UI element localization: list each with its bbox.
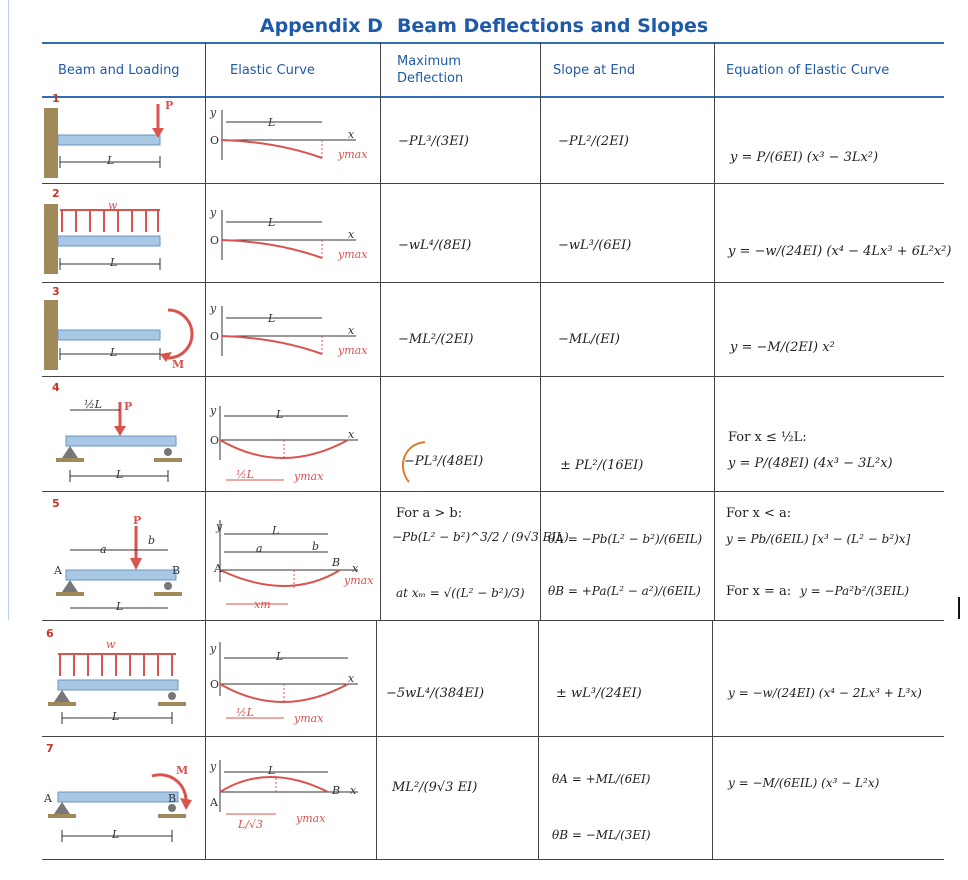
load-label: M — [172, 358, 185, 371]
axis-x-label: x — [352, 562, 359, 575]
max-deflection: ML²/(9√3 EI) — [392, 780, 478, 795]
ymax-label: ymax — [294, 470, 324, 483]
deflection-header-line1: Maximum — [397, 54, 462, 69]
col-divider — [538, 620, 539, 860]
load-label: P — [124, 400, 133, 413]
span-label: L — [268, 216, 276, 229]
ymax-label: ymax — [296, 812, 326, 825]
row-divider — [42, 183, 944, 184]
deflection-header-line2: Deflection — [397, 71, 464, 86]
span-label: L — [268, 312, 276, 325]
origin-label: O — [210, 678, 220, 691]
support-b-label: B — [332, 784, 341, 797]
slope-at-end: ± wL³/(24EI) — [556, 686, 642, 701]
row-number: 1 — [52, 92, 60, 105]
column-header-deflection — [397, 44, 463, 96]
axis-y-label: y — [210, 206, 217, 219]
span-label: L — [268, 764, 276, 777]
axis-y-label: y — [210, 760, 217, 773]
slope-at-a: θA = −Pb(L² − b²)/(6EIL) — [548, 532, 703, 546]
row-number: 7 — [46, 742, 54, 755]
support-a-label: A — [44, 792, 52, 805]
slope-at-end: −PL²/(2EI) — [558, 134, 629, 149]
curve-equation: y = −w/(24EI) (x⁴ − 4Lx³ + 6L²x²) — [728, 244, 952, 259]
row-number: 4 — [52, 381, 60, 394]
ymax-label: ymax — [338, 248, 368, 261]
load-label: w — [108, 199, 118, 212]
axis-y-label: y — [210, 302, 217, 315]
axis-x-label: x — [348, 324, 355, 337]
support-b-label: B — [172, 564, 181, 577]
axis-y-label: y — [216, 520, 223, 533]
row-divider — [42, 282, 944, 283]
beam-diagram-1 — [42, 98, 202, 182]
span-label: L — [116, 468, 124, 481]
segment-a-label: a — [256, 542, 263, 555]
col-divider — [712, 620, 713, 860]
slope-at-b: θB = −ML/(3EI) — [552, 828, 651, 842]
root3-label: L/√3 — [238, 818, 264, 831]
col-divider — [205, 42, 206, 620]
curve-equation: y = Pb/(6EIL) [x³ − (L² − b²)x] — [726, 532, 911, 546]
row-number: 2 — [52, 187, 60, 200]
equation-condition: For x ≤ ½L: — [728, 430, 807, 445]
segment-b-label: b — [148, 534, 156, 547]
support-a-label: A — [54, 564, 62, 577]
slope-at-end: −ML/(EI) — [558, 332, 620, 347]
max-deflection: −ML²/(2EI) — [398, 332, 474, 347]
ymax-label: ymax — [344, 574, 374, 587]
span-label: L — [276, 408, 284, 421]
origin-label: O — [210, 330, 220, 343]
segment-a-label: a — [100, 543, 107, 556]
half-span-label: ½L — [236, 468, 254, 481]
origin-label: O — [210, 434, 220, 447]
axis-x-label: x — [348, 228, 355, 241]
load-label: M — [176, 764, 189, 777]
row-number: 5 — [52, 497, 60, 510]
slope-at-end: −wL³/(6EI) — [558, 238, 632, 253]
half-span-label: ½L — [236, 706, 254, 719]
curve-equation-2: y = −Pa²b²/(3EIL) — [800, 584, 910, 598]
col-divider — [714, 42, 715, 620]
curve-equation: y = P/(48EI) (4x³ − 3L²x) — [728, 456, 893, 471]
support-b-label: B — [332, 556, 341, 569]
beam-diagram-2 — [42, 198, 202, 280]
page-title — [0, 15, 968, 37]
appendix-label: Appendix D — [259, 15, 383, 37]
axis-y-label: y — [210, 642, 217, 655]
row-divider — [42, 859, 944, 860]
span-label: L — [272, 524, 280, 537]
col-divider — [380, 42, 381, 620]
beam-diagram-6 — [42, 646, 202, 736]
equation-condition-2: For x = a: — [726, 584, 792, 599]
max-deflection: −Pb(L² − b²)^3/2 / (9√3 EIL) — [392, 530, 569, 544]
axis-y-label: y — [210, 404, 217, 417]
column-header-curve: Elastic Curve — [230, 62, 315, 78]
span-label: L — [107, 154, 115, 167]
elastic-curve-4 — [208, 400, 378, 490]
equation-condition: For x < a: — [726, 506, 792, 521]
slope-at-end: ± PL²/(16EI) — [560, 458, 644, 473]
elastic-curve-7 — [208, 752, 378, 852]
axis-x-label: x — [348, 672, 355, 685]
page-margin-rule — [8, 0, 9, 620]
span-label: L — [112, 828, 120, 841]
axis-x-label: x — [348, 428, 355, 441]
span-label: L — [110, 346, 118, 359]
load-label: P — [133, 514, 142, 527]
span-label: L — [276, 650, 284, 663]
span-label: L — [268, 116, 276, 129]
deflection-condition: For a > b: — [396, 506, 463, 521]
deflection-location: at xₘ = √((L² − b²)/3) — [396, 586, 525, 600]
ymax-label: ymax — [338, 344, 368, 357]
row-number: 6 — [46, 627, 54, 640]
span-label: L — [110, 256, 118, 269]
ymax-label: ymax — [294, 712, 324, 725]
curve-equation: y = −M/(2EI) x² — [730, 340, 835, 355]
curve-equation: y = −w/(24EI) (x⁴ − 2Lx³ + L³x) — [728, 686, 922, 700]
axis-y-label: y — [210, 106, 217, 119]
ymax-label: ymax — [338, 148, 368, 161]
axis-x-label: x — [350, 784, 357, 797]
column-header-slope: Slope at End — [553, 62, 636, 78]
support-a-label: A — [210, 796, 218, 809]
axis-x-label: x — [348, 128, 355, 141]
span-label: L — [116, 600, 124, 613]
support-b-label: B — [168, 792, 177, 805]
support-a-label: A — [214, 562, 222, 575]
column-header-equation: Equation of Elastic Curve — [726, 62, 890, 78]
col-divider — [205, 620, 206, 860]
span-label: L — [112, 710, 120, 723]
origin-label: O — [210, 134, 220, 147]
xm-label: xm — [254, 598, 271, 611]
appendix-subtitle: Beam Deflections and Slopes — [396, 15, 709, 37]
column-header-beam: Beam and Loading — [58, 62, 180, 78]
slope-at-a: θA = +ML/(6EI) — [552, 772, 651, 786]
max-deflection: −5wL⁴/(384EI) — [386, 686, 485, 701]
segment-b-label: b — [312, 540, 320, 553]
row-divider — [42, 491, 944, 492]
row-number: 3 — [52, 285, 60, 298]
curve-equation: y = −M/(6EIL) (x³ − L²x) — [728, 776, 880, 790]
text-cursor — [958, 597, 960, 619]
max-deflection: −wL⁴/(8EI) — [398, 238, 472, 253]
row-divider — [42, 620, 944, 621]
row-divider — [42, 736, 944, 737]
load-label: P — [165, 99, 174, 112]
slope-at-b: θB = +Pa(L² − a²)/(6EIL) — [548, 584, 701, 598]
max-deflection: −PL³/(3EI) — [398, 134, 469, 149]
max-deflection: −PL³/(48EI) — [404, 454, 484, 469]
curve-equation: y = P/(6EI) (x³ − 3Lx²) — [730, 150, 879, 165]
row-divider — [42, 376, 944, 377]
origin-label: O — [210, 234, 220, 247]
half-span-label: ½L — [84, 398, 102, 411]
load-label: w — [106, 638, 116, 651]
